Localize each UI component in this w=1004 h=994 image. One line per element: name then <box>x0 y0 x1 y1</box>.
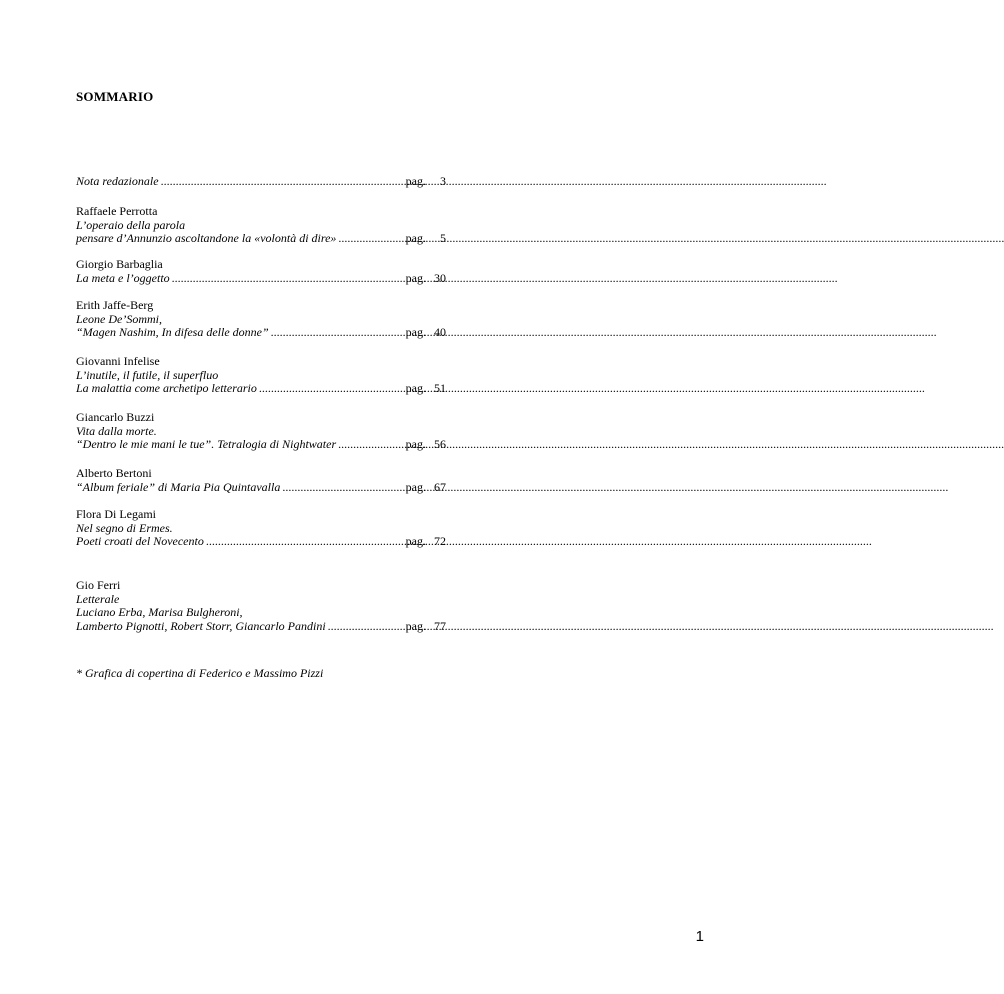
toc-entry-line <box>76 326 446 340</box>
toc-entry-title: “Magen Nashim, In difesa delle donne” <box>76 325 269 340</box>
toc-entry-title: Lamberto Pignotti, Robert Storr, Giancarlo Pandini <box>76 618 326 633</box>
toc-entry-di-legami <box>76 508 446 549</box>
page-ref: 51 <box>434 381 446 396</box>
toc-entry-title: Nota redazionale <box>76 174 159 188</box>
toc-entry-title: “Dentro le mie mani le tue”. Tetralogia di Nightwater <box>76 437 337 452</box>
toc-entry-title: La meta e l’oggetto <box>76 270 170 285</box>
toc-entry-title: Poeti croati del Novecento <box>76 534 204 549</box>
dot-leader <box>280 481 405 495</box>
dot-leader <box>336 438 406 452</box>
toc-entry-subtitle: Leone De’Sommi, <box>76 311 162 326</box>
toc-entry-author: Gio Ferri <box>76 578 121 592</box>
toc-entry-author: Giorgio Barbaglia <box>76 257 163 271</box>
toc-entry-author: Alberto Bertoni <box>76 466 152 480</box>
pag-label: pag. <box>405 618 426 633</box>
page-ref: 40 <box>434 325 446 340</box>
toc-entry-line <box>76 232 446 246</box>
toc-entry-subtitle: L’operaio della parola <box>76 217 186 232</box>
pag-label: pag. <box>405 479 426 494</box>
pag-label: pag. <box>405 325 426 340</box>
toc-entry-author: Raffaele Perrotta <box>76 204 158 218</box>
page-ref: 72 <box>434 534 446 549</box>
page-ref: 77 <box>434 618 446 633</box>
pag-label: pag. <box>405 437 426 452</box>
page-ref: 3 <box>440 174 446 188</box>
page-ref: 67 <box>434 479 446 494</box>
toc-entry-author: Erith Jaffe-Berg <box>76 298 154 312</box>
page-ref: 30 <box>434 270 446 285</box>
toc-entry-line <box>76 481 446 495</box>
dot-leader <box>326 620 406 634</box>
dot-leader <box>257 382 406 396</box>
dot-leader <box>170 272 406 286</box>
toc-entry-title: “Album feriale” di Maria Pia Quintavalla <box>76 479 281 494</box>
toc-entry-infelise <box>76 355 446 396</box>
toc-entry-line <box>76 382 446 396</box>
toc-entry-title: pensare d’Annunzio ascoltandone la «volontà di dire» <box>76 231 337 246</box>
dot-leader <box>159 175 406 189</box>
toc-entry-barbaglia <box>76 258 446 285</box>
toc-entry-bertoni <box>76 467 446 494</box>
toc-entry-buzzi <box>76 411 446 452</box>
toc-entry-line <box>76 175 446 189</box>
dot-leader <box>269 326 406 340</box>
toc-entry-subtitle: Letterale <box>76 591 120 606</box>
toc-entry-author: Giovanni Infelise <box>76 354 160 368</box>
page-title: SOMMARIO <box>76 89 154 104</box>
page-number: 1 <box>695 928 704 945</box>
toc-entry-ferri <box>76 579 446 633</box>
dot-leader <box>336 232 405 246</box>
cover-credit-note: * Grafica di copertina di Federico e Massimo Pizzi <box>76 666 324 680</box>
toc-entry-author: Flora Di Legami <box>76 507 156 521</box>
toc-entry-subtitle: L’inutile, il futile, il superfluo <box>76 367 219 382</box>
toc-entry-line <box>76 620 446 634</box>
toc-entry-line <box>76 438 446 452</box>
pag-label: pag. <box>405 174 426 188</box>
toc-entry-title: La malattia come archetipo letterario <box>76 381 257 396</box>
pag-label: pag. <box>405 231 426 246</box>
toc-entry-line <box>76 272 446 286</box>
toc-entry-perrotta <box>76 205 446 246</box>
toc-entry-subtitle: Vita dalla morte. <box>76 423 157 438</box>
toc-entry-subtitle: Nel segno di Ermes. <box>76 520 173 535</box>
pag-label: pag. <box>405 381 426 396</box>
toc-entry-nota <box>76 175 446 189</box>
page-ref: 56 <box>434 437 446 452</box>
toc-entry-author: Giancarlo Buzzi <box>76 410 155 424</box>
page-ref: 5 <box>440 231 446 246</box>
toc-entry-subtitle: Luciano Erba, Marisa Bulgheroni, <box>76 605 243 620</box>
toc-entry-line <box>76 535 446 549</box>
toc-entry-jaffe-berg <box>76 299 446 340</box>
dot-leader <box>204 535 406 549</box>
pag-label: pag. <box>405 270 426 285</box>
pag-label: pag. <box>405 534 426 549</box>
